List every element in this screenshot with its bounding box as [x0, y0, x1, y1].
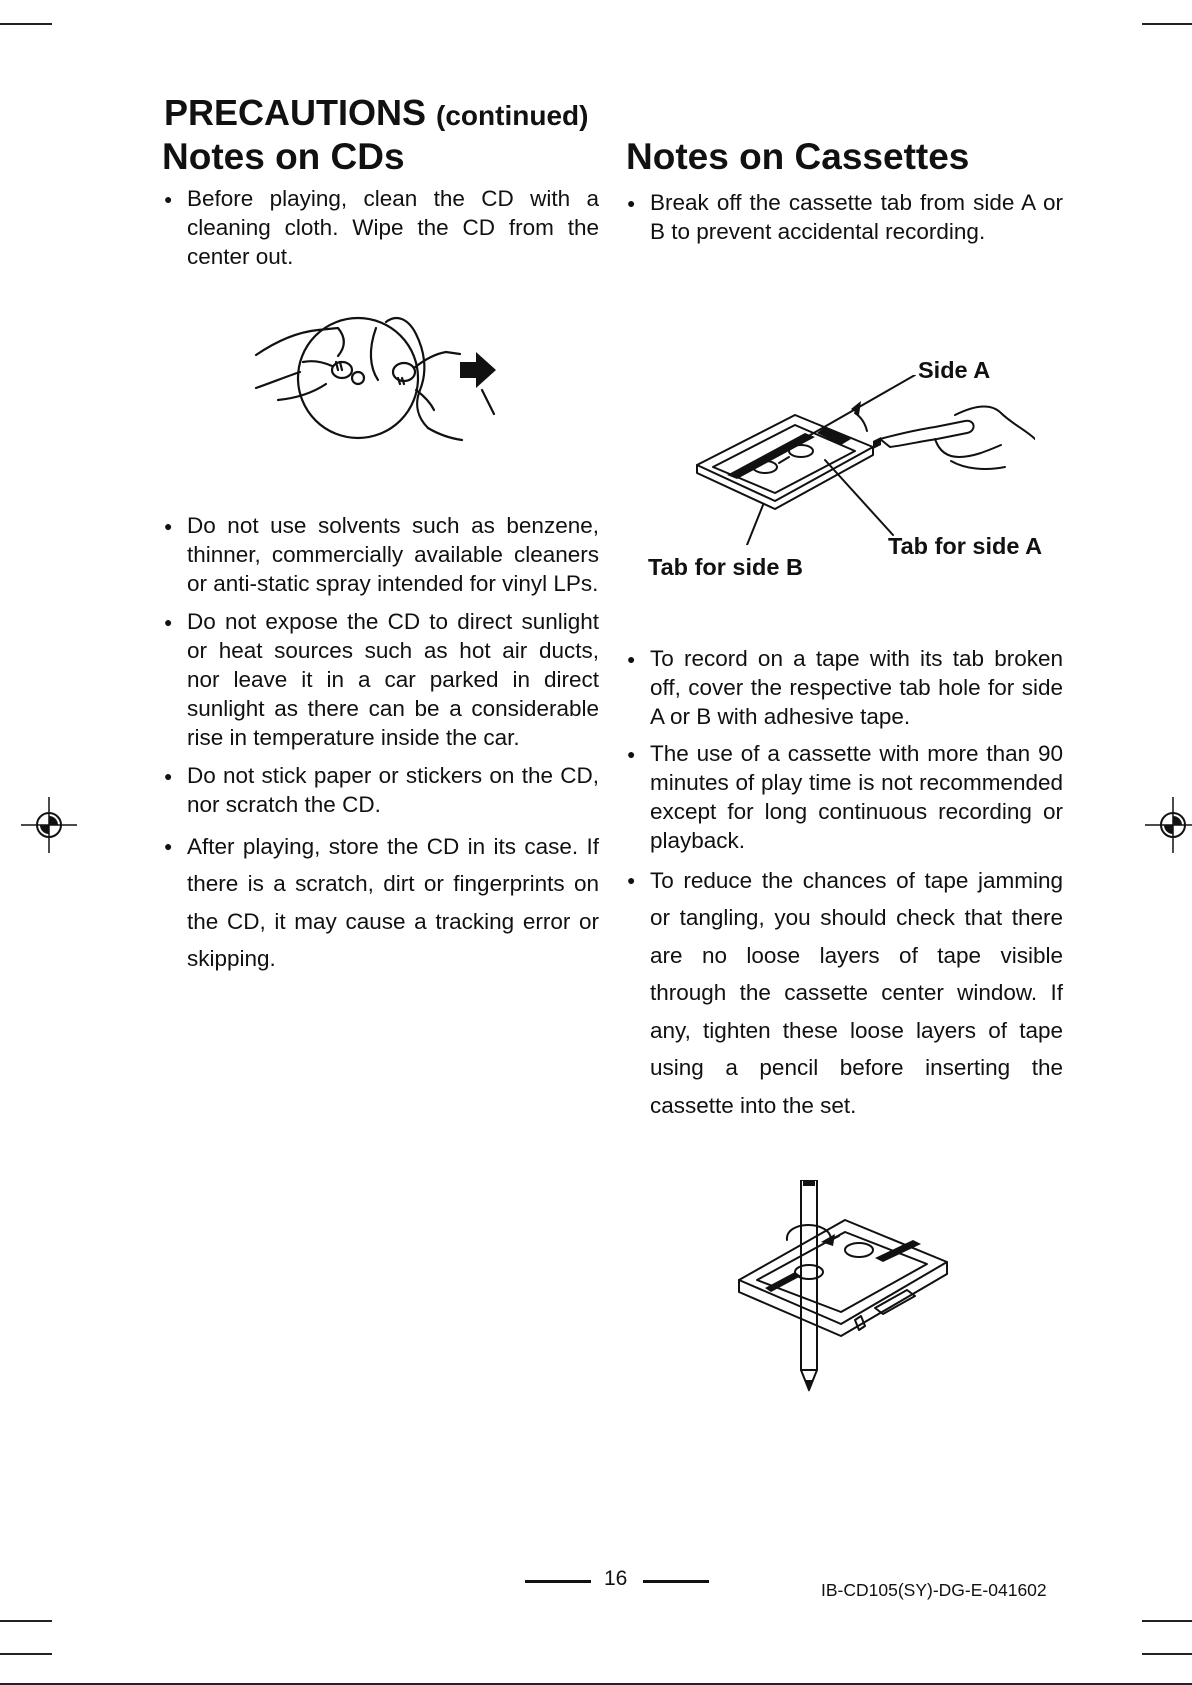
cassette-note-record: ● To record on a tape with its tab broken off, cover the respective tab hole for side A or B with adhesive tape. — [627, 645, 1063, 731]
cd-note-sunlight: ● Do not expose the CD to direct sunlight or heat sources such as hot air ducts, nor leave it in a car parked in direct sunlight as there can be a considerable rise in temperature inside the car. — [164, 608, 599, 752]
page-number: 16 — [604, 1567, 628, 1590]
trim-mark — [1142, 23, 1192, 25]
cd-note-clean: ● Before playing, clean the CD with a cleaning cloth. Wipe the CD from the center out. — [164, 185, 599, 271]
cd-notes-top — [164, 185, 599, 271]
label-tab-for-side-a: Tab for side A — [888, 533, 1043, 559]
registration-mark-icon — [1145, 797, 1192, 853]
cassette-note-loose-tape: ● To reduce the chances of tape jamming or tangling, you should check that there are no loose layers of tape visible through the cassette center window. If any, tighten these loose layers of tape using a pencil before inserting the cassette into the set. — [627, 862, 1063, 1125]
cassette-note-length: ● The use of a cassette with more than 90 minutes of play time is not recommended except for long continuous recording or playback. — [627, 740, 1063, 855]
footer-line-left — [525, 1580, 591, 1583]
trim-mark — [1142, 1653, 1192, 1655]
cd-note-stickers: ● Do not stick paper or stickers on the CD, nor scratch the CD. — [164, 762, 599, 820]
cassette-tab-illustration — [655, 375, 1035, 545]
document-code: IB-CD105(SY)-DG-E-041602 — [821, 1580, 1047, 1600]
trim-mark — [0, 23, 52, 25]
cassette-pencil-illustration — [735, 1180, 955, 1400]
footer-line-right — [643, 1580, 709, 1583]
cassette-notes-bottom — [627, 645, 1063, 1124]
cd-notes-bottom — [164, 512, 599, 978]
heading-notes-on-cassettes: Notes on Cassettes — [626, 136, 970, 177]
trim-mark — [0, 1653, 52, 1655]
heading-notes-on-cds: Notes on CDs — [162, 136, 405, 177]
label-tab-for-side-b: Tab for side B — [648, 554, 803, 580]
page-title-main: PRECAUTIONS — [164, 92, 427, 133]
trim-mark — [1142, 1620, 1192, 1622]
page-title-sub: (continued) — [436, 100, 589, 131]
cd-cleaning-illustration — [248, 310, 508, 450]
cd-note-solvents: ● Do not use solvents such as benzene, thinner, commercially available cleaners or anti-static spray intended for vinyl LPs. — [164, 512, 599, 598]
trim-mark — [0, 1620, 52, 1622]
cassette-note-tab: ● Break off the cassette tab from side A or B to prevent accidental recording. — [627, 189, 1063, 247]
registration-mark-icon — [21, 797, 77, 853]
cd-note-storage: ● After playing, store the CD in its case. If there is a scratch, dirt or fingerprints on the CD, it may cause a tracking error or skipping. — [164, 828, 599, 978]
page-title — [164, 92, 588, 134]
cassette-notes-top — [627, 189, 1063, 247]
label-side-a: Side A — [918, 357, 991, 383]
